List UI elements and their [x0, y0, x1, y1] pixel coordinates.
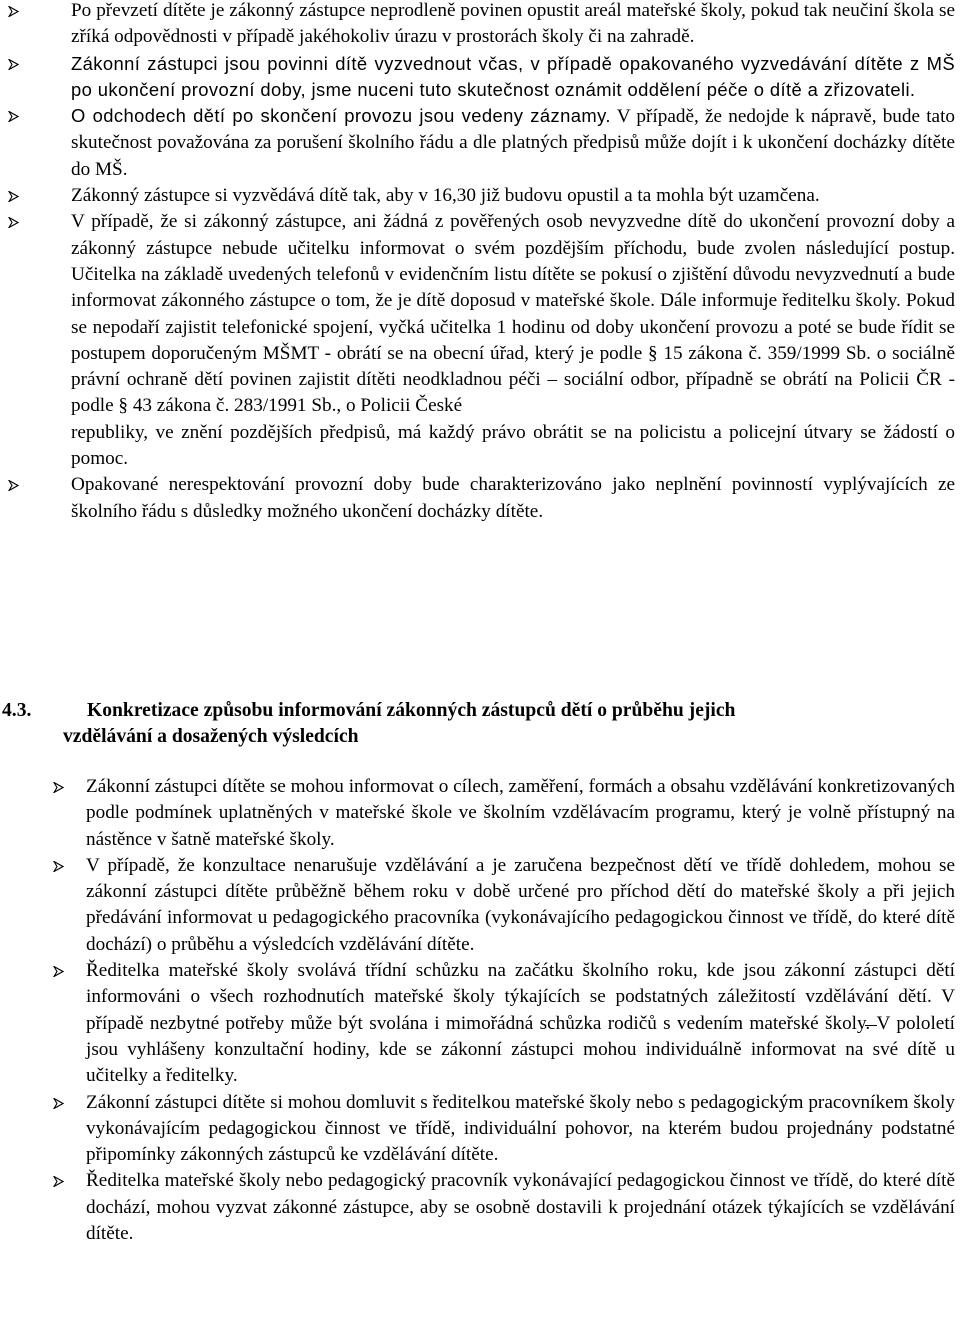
list-item-text: V případě, že si zákonný zástupce, ani žádná z pověřených osob nevyzvedne dítě do ukončení provozní doby a zákonný zástupce nebude učitelku informovat o svém pozdějším příchodu, bude zvolen následující postup. Učitelka na základě uvedených telefonů v evidenčním listu dítěte se pokusí o zjištění důvodu nevyzvednutí a bude informovat zákonného zástupce o tom, že je dítě doposud v mateřské škole. Dále informuje ředitelku školy. Pokud se nepodaří zajistit telefonické spojení, vyčká učitelka 1 hodinu od doby ukončení provozu a poté se bude řídit se postupem doporučeným MŠMT - obrátí se na obecní úřad, který je podle § 15 zákona č. 359/1999 Sb. o sociálně právní ochraně dětí povinen zajistit dítěti neodkladnou péči – sociální odbor, případně se obrátí na Policii ČR - podle § 43 zákona č. 283/1991 Sb., o Policii České — [71, 211, 955, 417]
list-item — [0, 958, 955, 1089]
arrow-bullet-icon — [8, 480, 19, 491]
list-item — [0, 853, 955, 958]
list-item-text: Zákonní zástupci dítěte se mohou informovat o cílech, zaměření, formách a obsahu vzdělávání konkretizovaných podle podmínek uplatněných v mateřské škole ve školním vzdělávacím programu, který je volně přístupný na nástěnce v šatně mateřské školy. — [86, 776, 955, 850]
list-item — [0, 1168, 955, 1247]
arrow-bullet-icon — [8, 111, 19, 122]
arrow-bullet-icon — [53, 966, 64, 977]
arrow-bullet-icon — [53, 1176, 64, 1187]
section-title-line2: vzdělávání a dosažených výsledcích — [63, 726, 359, 747]
list-item-text: V případě, že konzultace nenarušuje vzdělávání a je zaručena bezpečnost dětí ve třídě dohledem, mohou se zákonní zástupci dítěte průběžně během roku v době určené pro příchod dětí do mateřské školy a při jejich předávání informovat u pedagogického pracovníka (vykonávajícího pedagogickou činnost ve třídě, do které dítě dochází) o průběhu a výsledcích vzdělávání dítěte. — [86, 854, 955, 955]
arrow-bullet-icon — [53, 782, 64, 793]
list-item-text: Po převzetí dítěte je zákonný zástupce neprodleně povinen opustit areál mateřské školy, pokud tak neučiní škola se zříká odpovědnosti v případě jakéhokoliv úrazu v prostorách školy či na zahradě. — [71, 0, 955, 48]
list-item-text: Ředitelka mateřské školy svolává třídní schůzku na začátku školního roku, kde jsou zákonní zástupci dětí informováni o všech rozhodnutích mateřské školy týkajících se podstatných záležitostí vzdělávání dětí. V případě nezbytné potřeby může být svolána i mimořádná schůzka rodičů s vedením mateřské školy — [86, 960, 955, 1034]
list-item-text: Zákonní zástupci jsou povinni dítě vyzvednout včas, v případě opakovaného vyzvedávání dítěte z MŠ po ukončení provozní doby, jsme nuceni tuto skutečnost oznámit oddělení péče o dítě a zřizovateli. — [71, 52, 955, 100]
list-item-text-continued: V pololetí jsou vyhlášeny konzultační hodiny, kde se zákonní zástupci mohou individuálně informovat na své dítě u učitelky a ředitelky. — [86, 1012, 955, 1087]
list-item — [0, 774, 955, 853]
bullet-list-bottom — [0, 774, 955, 1247]
arrow-bullet-icon — [8, 191, 19, 202]
list-item-lead: O odchodech dětí po skončení provozu jsou vedeny záznamy. — [71, 105, 611, 127]
section-title-line1: Konkretizace způsobu informování zákonných zástupců dětí o průběhu jejich — [87, 700, 736, 721]
arrow-bullet-icon — [8, 59, 19, 70]
list-item-text-continued: republiky, ve znění pozdějších předpisů, má každý právo obrátit se na policistu a policejní útvary se žádostí o pomoc. — [71, 421, 955, 470]
list-item-text: Zákonný zástupce si vyzvědává dítě tak, aby v 16,30 již budovu opustil a ta mohla být uzamčena. — [71, 185, 820, 207]
list-item-text: Opakované nerespektování provozní doby bude charakterizováno jako neplnění povinností vyplývajících ze školního řádu s důsledky možného ukončení docházky dítěte. — [71, 474, 955, 522]
list-item — [0, 0, 955, 51]
section-number: 4.3. — [2, 700, 32, 721]
list-item — [0, 472, 955, 525]
list-item — [0, 209, 955, 472]
list-item — [0, 51, 955, 104]
list-item — [0, 1090, 955, 1169]
list-item — [0, 103, 955, 183]
list-item-text: Zákonní zástupci dítěte si mohou domluvit s ředitelkou mateřské školy nebo s pedagogickým pracovníkem školy vykonávajícím pedagogickou činnost ve třídě, individuální pohovor, na kterém budou projednány podstatné připomínky zákonných zástupců ke vzdělávání dítěte. — [86, 1091, 955, 1166]
list-item-text: Ředitelka mateřské školy nebo pedagogický pracovník vykonávající pedagogickou činnost ve třídě, do které dítě dochází, mohou vyzvat zákonné zástupce, aby se osobně dostavili k projednání otázek týkajících se vzdělávání dítěte. — [86, 1170, 955, 1245]
arrow-bullet-icon — [8, 6, 19, 17]
struck-text: . — [865, 1012, 877, 1034]
arrow-bullet-icon — [53, 861, 64, 872]
bullet-list-top — [0, 0, 955, 525]
list-item-text: V případě, že nedojde k nápravě, bude tato skutečnost považována za porušení školního řádu a dle platných předpisů může dojít i k ukončení docházky dítěte do MŠ. — [71, 106, 955, 180]
list-item — [0, 183, 955, 209]
arrow-bullet-icon — [8, 217, 19, 228]
arrow-bullet-icon — [53, 1098, 64, 1109]
